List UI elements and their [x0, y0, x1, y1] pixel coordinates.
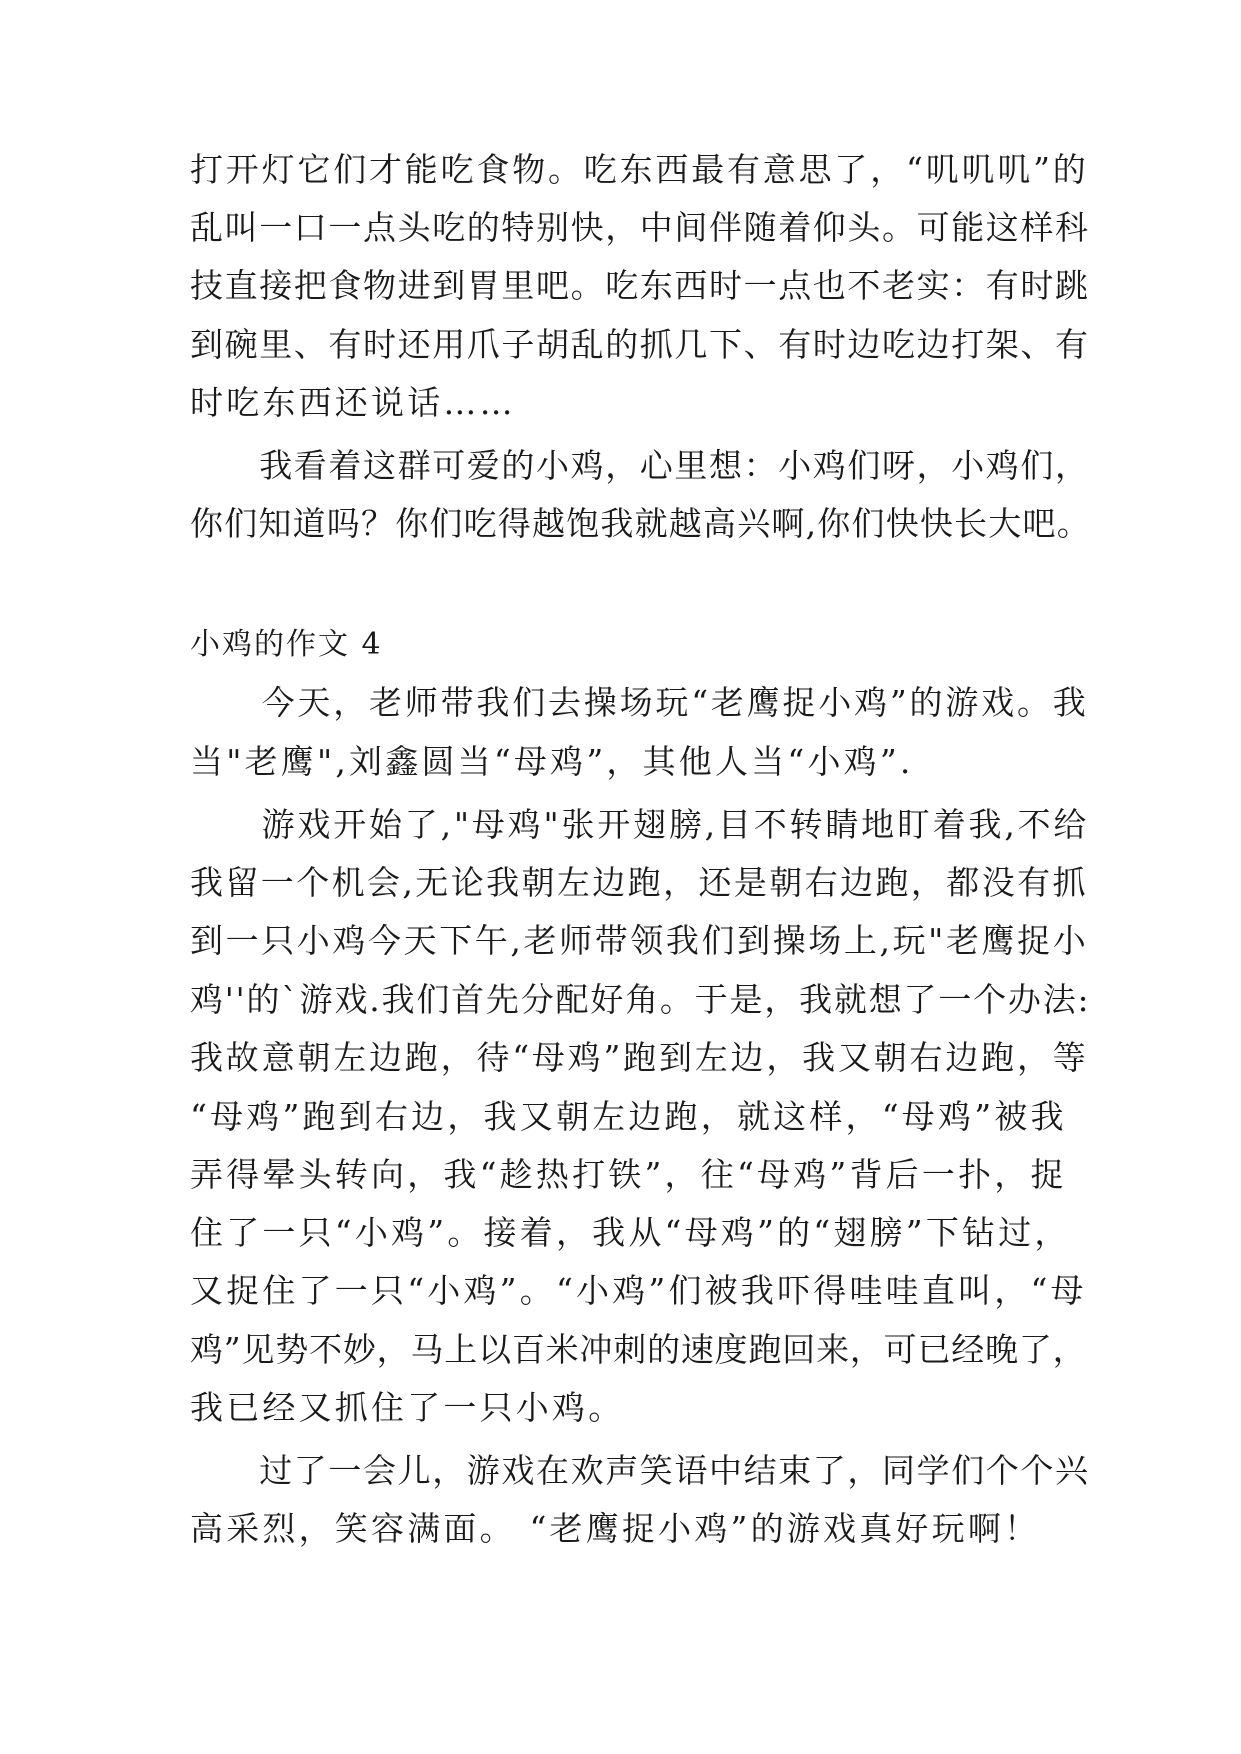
text-line: 住了一只“小鸡”。接着，我从“母鸡”的“翅膀”下钻过， [190, 1213, 1071, 1252]
text-line: 到碗里、有时还用爪子胡乱的抓几下、有时边吃边打架、有 [190, 325, 1090, 364]
text-line: 又捉住了一只“小鸡”。“小鸡”们被我吓得哇哇直叫，“母 [190, 1271, 1087, 1310]
text-line: 我看着这群可爱的小鸡，心里想：小鸡们呀，小鸡们， [190, 446, 1090, 485]
text-line: “母鸡”跑到右边，我又朝左边跑，就这样，“母鸡”被我 [190, 1097, 1067, 1136]
text-line: 鸡”见势不妙，马上以百米冲刺的速度跑回来，可已经晚了， [190, 1330, 1087, 1369]
text-line: 我留一个机会,无论我朝左边跑，还是朝右边跑，都没有抓 [190, 863, 1088, 902]
text-line: 当"老鹰",刘鑫圆当“母鸡”，其他人当“小鸡”. [190, 742, 914, 781]
text-line: 时吃东西还说话…… [190, 383, 516, 422]
text-line: 弄得晕头转向，我“趁热打铁”，往“母鸡”背后一扑，捉 [190, 1155, 1067, 1194]
text-line: 今天，老师带我们去操场玩“老鹰捉小鸡”的游戏。我 [190, 683, 1089, 722]
text-line: 鸡''的`游戏.我们首先分配好角。于是，我就想了一个办法: [190, 980, 1091, 1019]
text-line: 你们知道吗？你们吃得越饱我就越高兴啊,你们快快长大吧。 [190, 504, 1091, 543]
text-line: 技直接把食物进到胃里吧。吃东西时一点也不老实：有时跳 [190, 266, 1090, 305]
section-heading: 小鸡的作文 4 [190, 627, 383, 662]
text-line: 到一只小鸡今天下午,老师带领我们到操场上,玩"老鹰捉小 [190, 921, 1089, 960]
text-line: 乱叫一口一点头吃的特别快，中间伴随着仰头。可能这样科 [190, 208, 1090, 247]
text-line: 过了一会儿，游戏在欢声笑语中结束了，同学们个个兴 [190, 1451, 1090, 1490]
text-line: 高采烈，笑容满面。 “老鹰捉小鸡”的游戏真好玩啊！ [190, 1509, 1041, 1548]
text-line: 我已经又抓住了一只小鸡。 [190, 1388, 625, 1427]
text-line: 打开灯它们才能吃食物。吃东西最有意思了，“叽叽叽”的 [190, 150, 1089, 189]
text-line: 游戏开始了,"母鸡"张开翅膀,目不转睛地盯着我,不给 [190, 805, 1090, 844]
text-line: 我故意朝左边跑，待“母鸡”跑到左边，我又朝右边跑，等 [190, 1038, 1089, 1077]
